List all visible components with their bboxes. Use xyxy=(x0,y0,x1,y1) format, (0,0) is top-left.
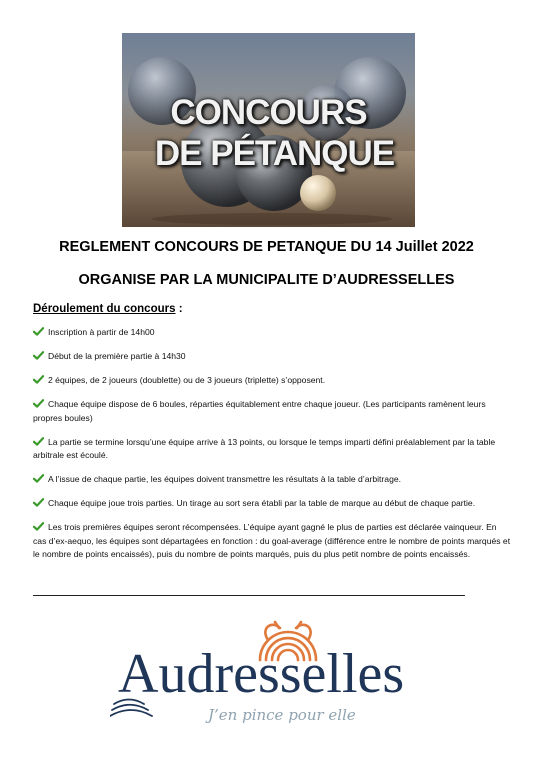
document-title: REGLEMENT CONCOURS DE PETANQUE DU 14 Juillet 2022 xyxy=(59,239,474,255)
list-item xyxy=(33,521,511,562)
list-item xyxy=(33,473,511,487)
checkmark-icon xyxy=(33,375,44,384)
logo-wordmark: Audresselles xyxy=(118,643,405,705)
rule-text: 2 équipes, de 2 joueurs (doublette) ou de 3 joueurs (triplette) s’opposent. xyxy=(48,375,326,385)
rule-text: Début de la première partie à 14h30 xyxy=(48,351,186,361)
checkmark-icon xyxy=(33,437,44,446)
rule-text: La partie se termine lorsqu’une équipe arrive à 13 points, ou lorsque le temps imparti défini préalablement par la table arbitrale est écoulé. xyxy=(33,436,496,460)
checkmark-icon xyxy=(33,327,44,336)
list-item xyxy=(33,326,511,340)
document-subtitle: ORGANISE PAR LA MUNICIPALITE D’AUDRESSELLES xyxy=(78,272,455,288)
checkmark-icon xyxy=(33,351,44,360)
checkmark-icon xyxy=(33,399,44,408)
checkmark-icon xyxy=(33,498,44,507)
rule-text: Les trois premières équipes seront récompensées. L’équipe ayant gagné le plus de parties est déclarée vainqueur. En cas d’ex-aequo, les équipes sont départagées en fonction : du goal-average (différence entre le nombre de points marqués et le nombre de points encaissés), puis du nombre de points marqués, puis du plus petit nombre de points encaissés. xyxy=(33,522,511,559)
checkmark-icon xyxy=(33,474,44,483)
divider-line xyxy=(33,595,465,596)
section-heading xyxy=(33,303,183,315)
rule-text: Chaque équipe dispose de 6 boules, réparties équitablement entre chaque joueur. (Les participants ramènent leurs propres boules) xyxy=(33,399,486,423)
checkmark-icon xyxy=(33,522,44,531)
banner-title-line2: DE PÉTANQUE xyxy=(154,134,395,173)
audresselles-logo xyxy=(110,618,430,738)
list-item xyxy=(33,497,511,511)
list-item xyxy=(33,350,511,364)
rule-text: A l’issue de chaque partie, les équipes doivent transmettre les résultats à la table d’arbitrage. xyxy=(48,474,402,484)
rules-list xyxy=(33,326,511,572)
banner-title-line1: CONCOURS xyxy=(170,93,367,132)
section-heading-suffix: : xyxy=(175,303,183,315)
list-item xyxy=(33,374,511,388)
rule-text: Inscription à partir de 14h00 xyxy=(48,327,155,337)
banner-image xyxy=(122,33,415,227)
logo-tagline: J’en pince pour elle xyxy=(208,706,356,724)
rule-text: Chaque équipe joue trois parties. Un tirage au sort sera établi par la table de marque au début de chaque partie. xyxy=(48,498,476,508)
list-item xyxy=(33,436,511,463)
list-item xyxy=(33,398,511,425)
section-heading-text: Déroulement du concours xyxy=(33,303,176,315)
